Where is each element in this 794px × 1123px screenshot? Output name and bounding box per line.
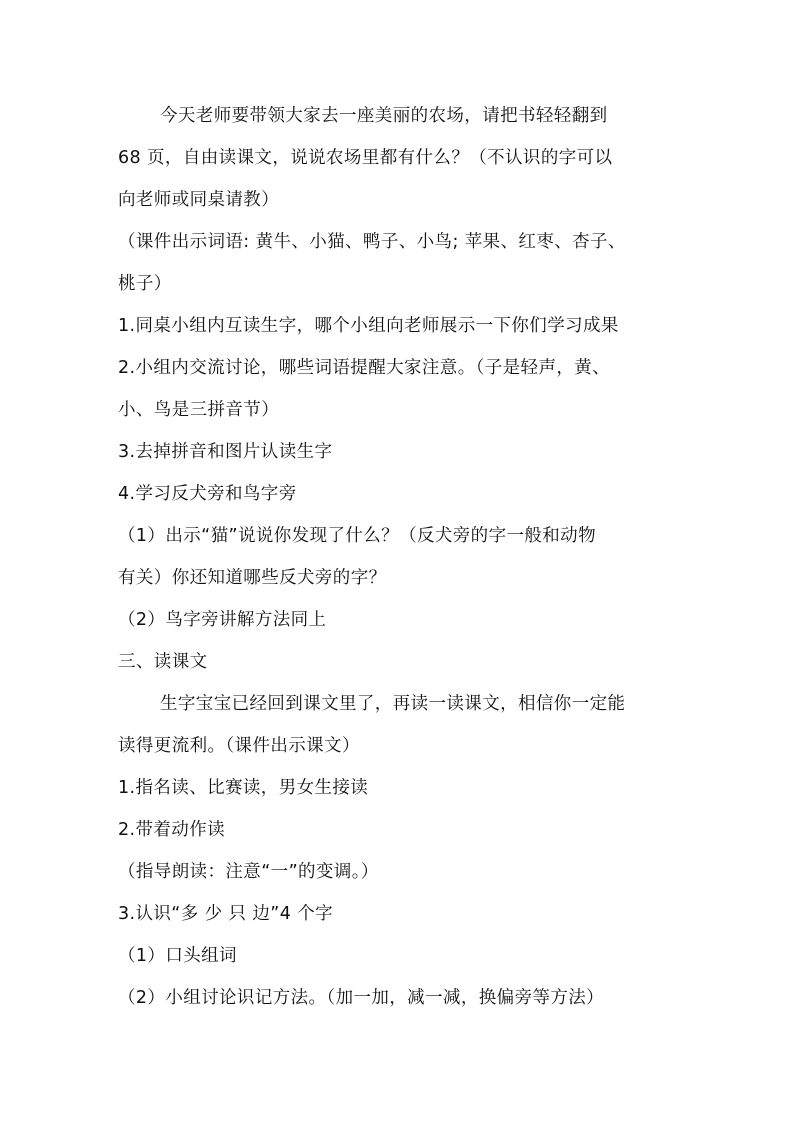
substep-1-line-1: （1）出示“猫”说说你发现了什么？（反犬旁的字一般和动物 bbox=[118, 526, 596, 546]
paragraph-intro-line-3: 向老师或同桌请教） bbox=[118, 190, 280, 210]
read-step-3: 3.认识“多 少 只 边”4 个字 bbox=[118, 904, 334, 924]
read-substep-2: （2）小组讨论识记方法。（加一加，减一减，换偏旁等方法） bbox=[118, 988, 605, 1008]
read-step-1: 1.指名读、比赛读，男女生接读 bbox=[118, 778, 369, 798]
section-heading-read-text: 三、读课文 bbox=[118, 652, 208, 672]
reading-guidance: （指导朗读：注意“一”的变调。） bbox=[118, 862, 379, 882]
courseware-words-line-2: 桃子） bbox=[118, 274, 172, 294]
substep-2: （2）鸟字旁讲解方法同上 bbox=[118, 610, 327, 630]
read-step-2: 2.带着动作读 bbox=[118, 820, 225, 840]
courseware-words-line-1: （课件出示词语: 黄牛、小猫、鸭子、小鸟; 苹果、红枣、杏子、 bbox=[118, 232, 626, 252]
substep-1-line-2: 有关）你还知道哪些反犬旁的字？ bbox=[118, 568, 387, 588]
step-2-line-1: 2.小组内交流讨论，哪些词语提醒大家注意。（子是轻声，黄、 bbox=[118, 358, 611, 378]
paragraph-intro-line-2: 68 页，自由读课文，说说农场里都有什么？（不认识的字可以 bbox=[118, 148, 613, 168]
paragraph-read-line-2: 读得更流利。（课件出示课文） bbox=[118, 736, 360, 756]
step-3: 3.去掉拼音和图片认读生字 bbox=[118, 442, 333, 462]
paragraph-intro-line-1: 今天老师要带领大家去一座美丽的农场，请把书轻轻翻到 bbox=[160, 106, 608, 126]
step-1: 1.同桌小组内互读生字，哪个小组向老师展示一下你们学习成果 bbox=[118, 316, 619, 336]
read-substep-1: （1）口头组词 bbox=[118, 946, 237, 966]
paragraph-read-line-1: 生字宝宝已经回到课文里了，再读一读课文，相信你一定能 bbox=[160, 694, 626, 714]
step-4: 4.学习反犬旁和鸟字旁 bbox=[118, 484, 297, 504]
step-2-line-2: 小、鸟是三拼音节） bbox=[118, 400, 280, 420]
